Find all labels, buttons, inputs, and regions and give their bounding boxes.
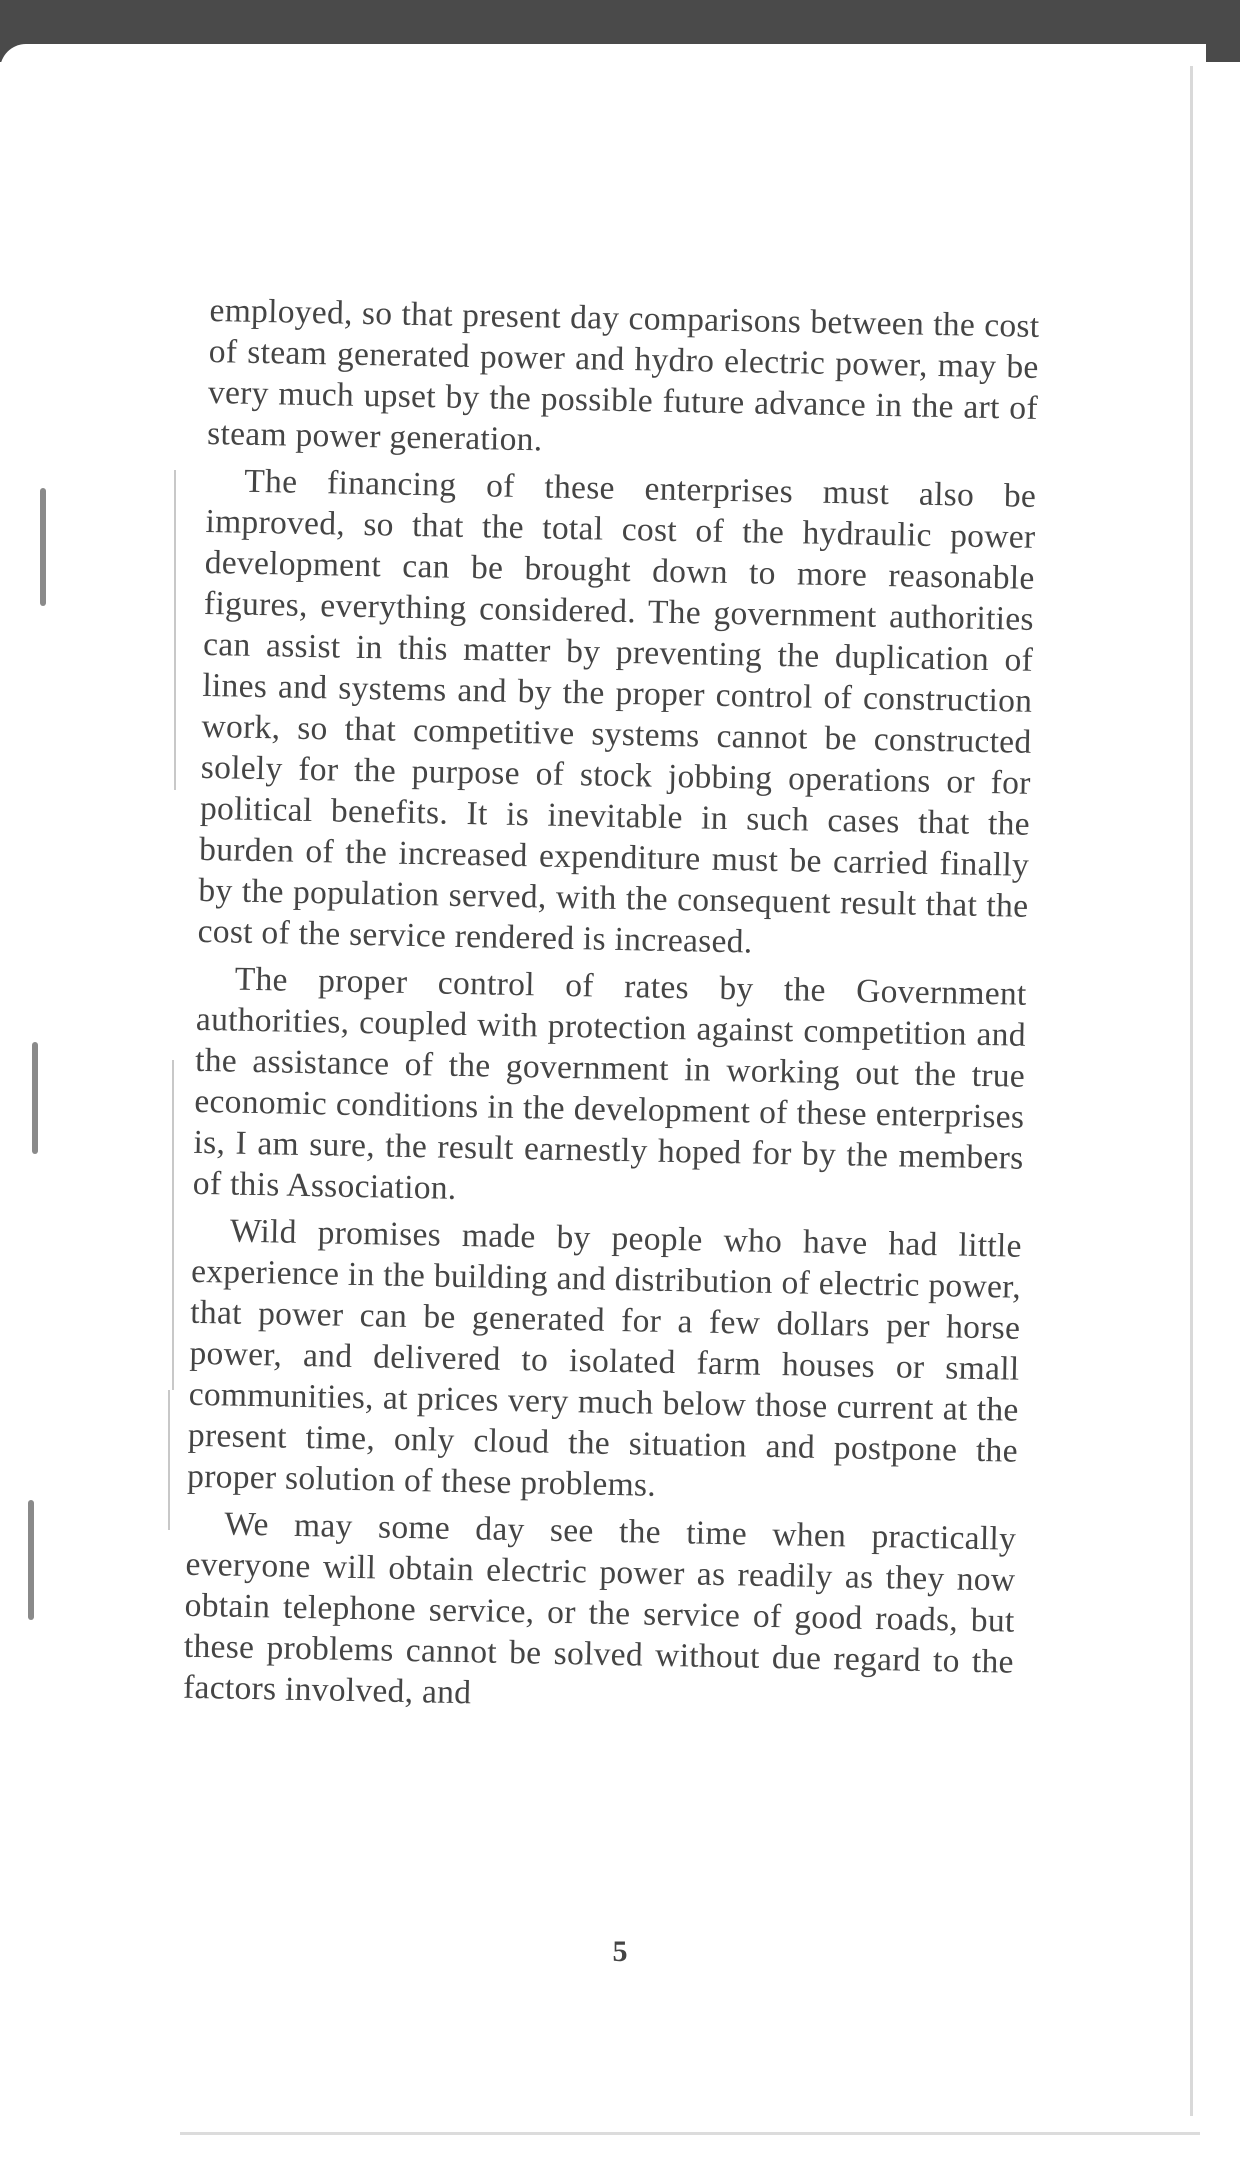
binding-hole-mark [32,1042,38,1154]
binding-hole-mark [28,1500,34,1620]
paragraph: employed, so that present day comparisons between the cost of steam generated power and hydro electric power, may be very much upset by the possible future advance in the art of steam power generation. [206,291,1040,459]
margin-fold-line [174,470,176,790]
binding-hole-mark [40,488,46,606]
paragraph: The financing of these enterprises must also be improved, so that the total cost of the hydraulic power development can be brought down to more reasonable figures, everything considered. The government authorities can assist in this matter by preventing the duplication of lines and systems and by the proper control of construction work, so that competitive systems cannot be constructed solely for the purpose of stock jobbing operations or for political benefits. It is inevitable in such cases that the burden of the increased expenditure must be carried finally by the population served, with the consequent result that the cost of the service rendered is increased. [197,462,1037,961]
paragraph: Wild promises made by people who have had little experience in the building and distribution of electric power, that power can be generated for a few dollars per horse power, and delivered to isolated farm houses or small communities, at prices very much below those current at the present time, only cloud the situation and postpone the proper solution of these problems. [186,1212,1023,1504]
margin-fold-line [172,1060,174,1390]
body-text [183,290,1040,1730]
page-number: 5 [612,1935,628,1968]
paragraph: We may some day see the time when practically everyone will obtain electric power as readily as they now obtain telephone service, or the service of good roads, but these problems cannot be solved without due regard to the factors involved, and [182,1505,1017,1712]
margin-fold-line [168,1390,170,1530]
page-edge-bottom [180,2132,1200,2135]
paragraph: The proper control of rates by the Government authorities, coupled with protection against competition and the assistance of the government in working out the true economic conditions in the development of these enterprises is, I am sure, the result earnestly hoped for by the members of this Association. [192,960,1027,1207]
page-edge [1190,66,1193,2116]
